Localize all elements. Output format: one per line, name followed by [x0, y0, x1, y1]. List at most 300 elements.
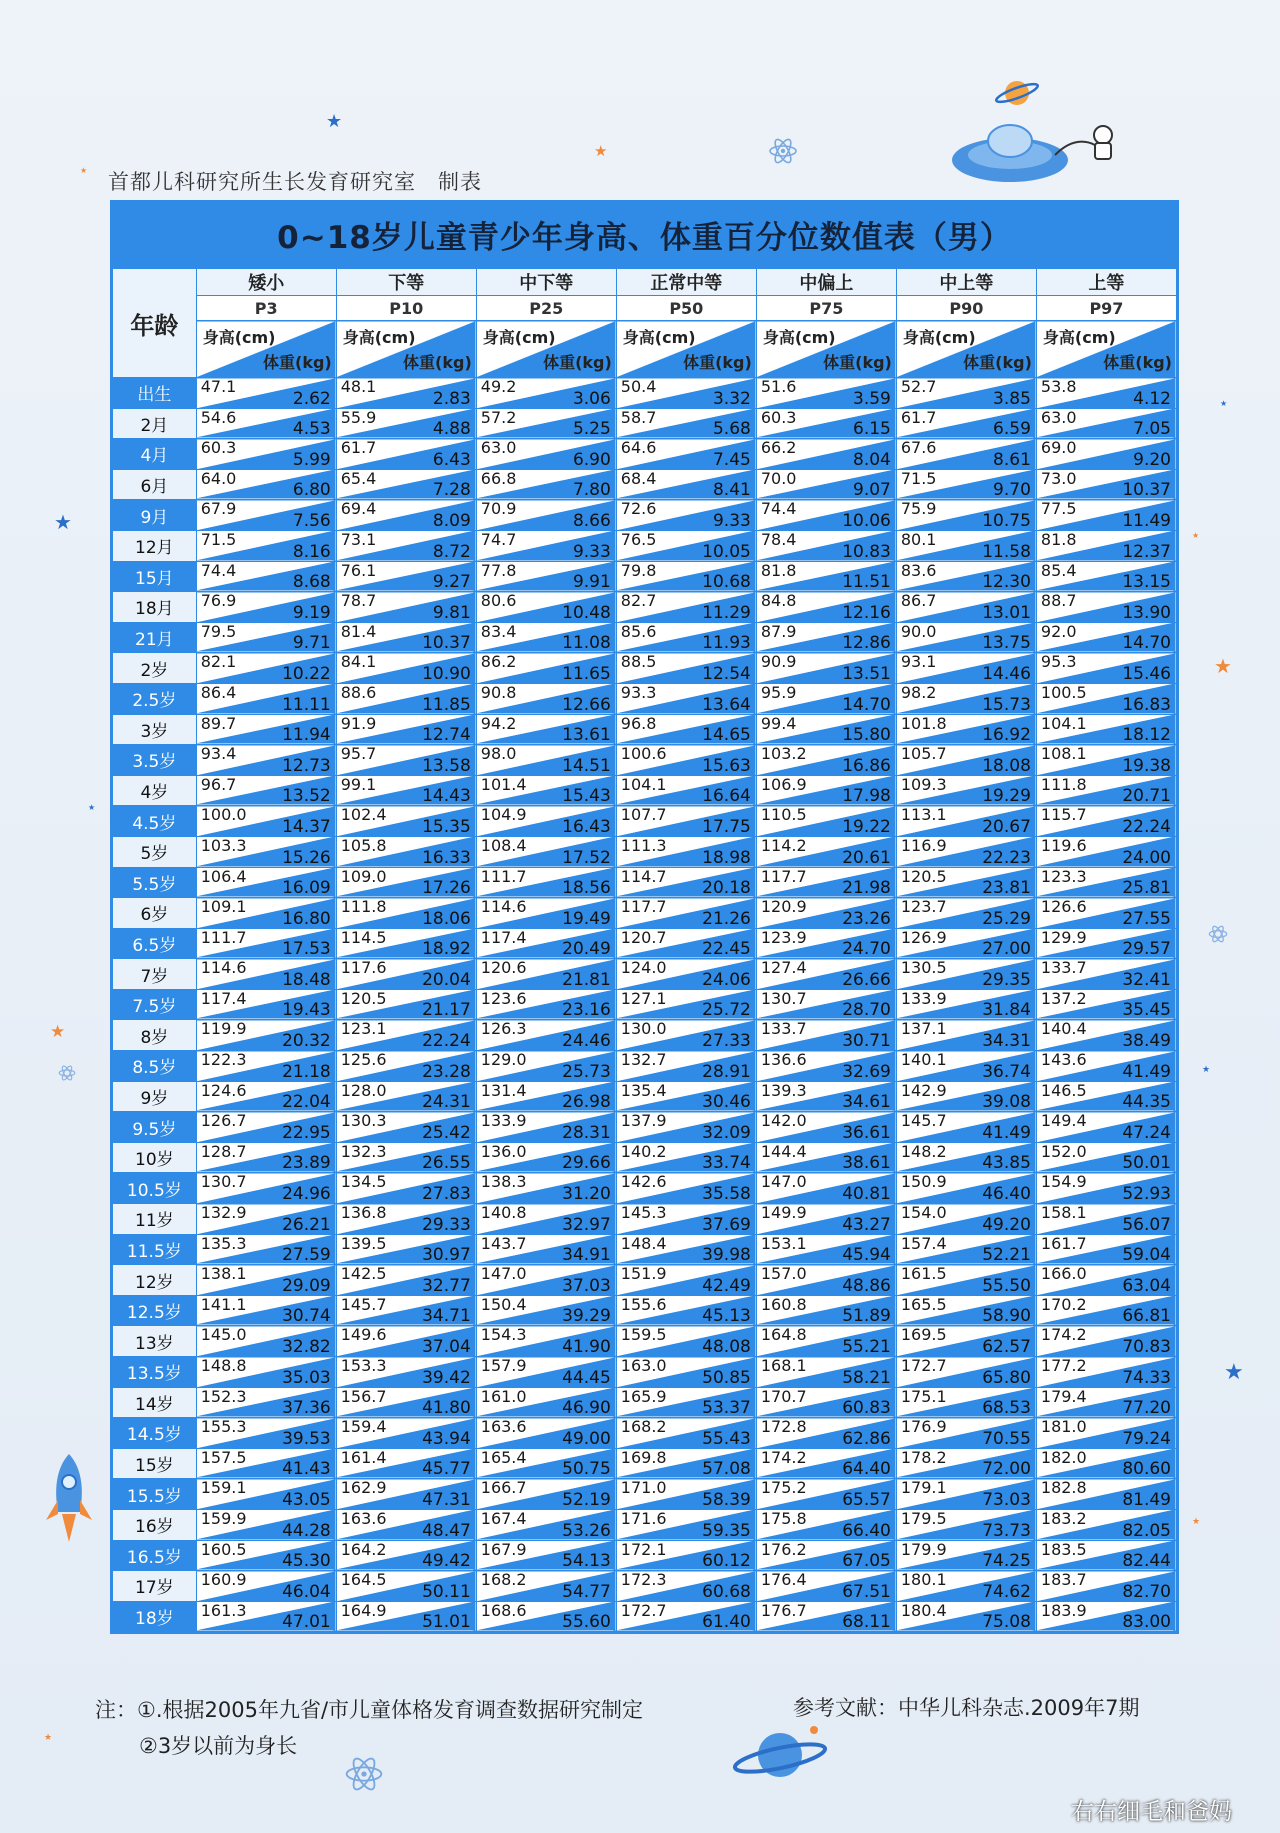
- data-cell: [1036, 1112, 1176, 1143]
- height-header-label: 身高(cm): [202, 328, 276, 347]
- height-value: 179.4: [1040, 1386, 1087, 1406]
- weight-value: 20.18: [702, 878, 751, 899]
- star-icon: ★: [80, 166, 88, 175]
- data-cell: [896, 1601, 1036, 1632]
- weight-value: 28.91: [702, 1061, 751, 1082]
- height-value: 132.7: [620, 1050, 667, 1070]
- weight-value: 18.08: [982, 755, 1031, 776]
- age-cell: 16岁: [113, 1509, 197, 1540]
- height-value: 139.3: [760, 1080, 807, 1100]
- weight-value: 27.33: [702, 1031, 751, 1052]
- data-cell: [756, 1387, 896, 1418]
- data-cell: [756, 1601, 896, 1632]
- data-cell: [1036, 989, 1176, 1020]
- height-value: 148.2: [900, 1141, 947, 1161]
- height-value: 114.2: [760, 835, 807, 855]
- height-value: 69.4: [340, 499, 377, 519]
- group-name-header: 正常中等: [616, 269, 756, 296]
- weight-value: 62.57: [982, 1337, 1031, 1357]
- group-name-header: 中下等: [476, 269, 616, 296]
- weight-value: 14.43: [422, 786, 471, 807]
- data-cell: [756, 1204, 896, 1235]
- height-value: 130.7: [200, 1172, 247, 1192]
- weight-value: 45.30: [282, 1551, 331, 1572]
- weight-value: 32.09: [702, 1122, 751, 1143]
- weight-value: 25.73: [562, 1061, 611, 1082]
- height-value: 160.5: [200, 1539, 247, 1559]
- height-value: 67.6: [900, 438, 937, 458]
- data-cell: [896, 898, 1036, 929]
- weight-value: 9.33: [712, 510, 751, 531]
- height-value: 149.6: [340, 1325, 387, 1345]
- height-value: 133.7: [760, 1019, 807, 1039]
- data-cell: [476, 1081, 616, 1112]
- height-value: 76.9: [200, 591, 237, 611]
- height-value: 105.7: [900, 744, 947, 764]
- age-cell: 10.5岁: [113, 1173, 197, 1204]
- data-cell: [336, 408, 476, 439]
- data-cell: [336, 1173, 476, 1204]
- data-cell: [336, 561, 476, 592]
- data-cell: [616, 1081, 756, 1112]
- height-value: 70.9: [480, 499, 517, 519]
- data-cell: [476, 1357, 616, 1388]
- height-value: 174.2: [1040, 1325, 1087, 1345]
- weight-value: 12.73: [282, 755, 331, 776]
- height-value: 117.7: [620, 897, 667, 917]
- weight-value: 46.90: [562, 1398, 611, 1419]
- data-cell: [896, 1357, 1036, 1388]
- height-value: 170.2: [1040, 1294, 1087, 1314]
- percentile-table-panel: [110, 200, 1179, 1634]
- height-value: 109.0: [340, 866, 387, 886]
- weight-value: 48.08: [702, 1337, 751, 1357]
- height-value: 174.2: [760, 1447, 807, 1467]
- table-row: [113, 1326, 1177, 1357]
- weight-value: 74.33: [1122, 1367, 1171, 1388]
- age-cell: 3.5岁: [113, 745, 197, 776]
- weight-value: 41.80: [422, 1398, 471, 1419]
- weight-value: 54.13: [562, 1551, 611, 1572]
- height-value: 137.1: [900, 1019, 947, 1039]
- height-value: 127.1: [620, 988, 667, 1008]
- data-cell: [476, 1571, 616, 1602]
- height-value: 176.2: [760, 1539, 807, 1559]
- height-value: 170.7: [760, 1386, 807, 1406]
- data-cell: [336, 898, 476, 929]
- weight-header-label: 体重(kg): [683, 353, 752, 372]
- data-cell: [336, 745, 476, 776]
- data-cell: [896, 1081, 1036, 1112]
- weight-value: 15.43: [562, 786, 611, 807]
- height-value: 144.4: [760, 1141, 807, 1161]
- height-value: 81.8: [760, 560, 797, 580]
- data-cell: [476, 561, 616, 592]
- weight-value: 34.61: [842, 1092, 891, 1113]
- weight-value: 47.01: [282, 1612, 331, 1633]
- data-cell: [196, 561, 336, 592]
- weight-value: 41.49: [982, 1122, 1031, 1143]
- height-value: 104.9: [480, 805, 527, 825]
- weight-header-label: 体重(kg): [963, 353, 1032, 372]
- data-cell: [336, 1357, 476, 1388]
- weight-value: 60.68: [702, 1581, 751, 1602]
- weight-value: 10.83: [842, 541, 891, 562]
- weight-value: 11.49: [1122, 510, 1171, 531]
- height-value: 114.6: [480, 897, 527, 917]
- data-cell: [616, 959, 756, 990]
- weight-value: 29.09: [282, 1275, 331, 1296]
- data-cell: [336, 530, 476, 561]
- height-value: 163.0: [620, 1356, 667, 1375]
- weight-value: 15.26: [282, 847, 331, 868]
- data-cell: [896, 959, 1036, 990]
- weight-value: 43.94: [422, 1428, 471, 1449]
- height-value: 117.4: [480, 927, 527, 947]
- data-cell: [196, 898, 336, 929]
- weight-value: 9.91: [572, 572, 611, 593]
- weight-value: 63.04: [1122, 1275, 1171, 1296]
- data-cell: [1036, 1571, 1176, 1602]
- height-value: 96.7: [200, 774, 237, 794]
- table-row: [113, 561, 1177, 592]
- height-value: 145.0: [200, 1325, 247, 1345]
- data-cell: [756, 806, 896, 837]
- height-value: 175.8: [760, 1508, 807, 1528]
- weight-value: 19.22: [842, 816, 891, 837]
- weight-value: 67.05: [842, 1551, 891, 1572]
- data-cell: [616, 592, 756, 623]
- weight-value: 14.65: [702, 725, 751, 746]
- data-cell: [196, 745, 336, 776]
- height-value: 78.7: [340, 591, 377, 611]
- weight-value: 37.69: [702, 1214, 751, 1235]
- weight-value: 55.50: [982, 1275, 1031, 1296]
- height-weight-header: [896, 321, 1036, 378]
- group-name-header: 中上等: [896, 269, 1036, 296]
- data-cell: [896, 1418, 1036, 1449]
- data-cell: [616, 836, 756, 867]
- weight-value: 36.61: [842, 1122, 891, 1143]
- height-value: 157.9: [480, 1356, 527, 1375]
- data-cell: [616, 1357, 756, 1388]
- height-value: 172.7: [620, 1600, 667, 1620]
- height-value: 103.3: [200, 835, 247, 855]
- weight-value: 16.09: [282, 878, 331, 899]
- height-value: 182.8: [1040, 1478, 1087, 1498]
- data-cell: [476, 928, 616, 959]
- weight-value: 70.83: [1122, 1337, 1171, 1357]
- data-cell: [896, 1571, 1036, 1602]
- weight-value: 25.72: [702, 1000, 751, 1021]
- data-cell: [616, 1051, 756, 1082]
- height-value: 172.3: [620, 1570, 667, 1590]
- star-icon: ★: [1214, 654, 1232, 678]
- weight-value: 81.49: [1122, 1489, 1171, 1510]
- data-cell: [616, 439, 756, 470]
- data-cell: [336, 1601, 476, 1632]
- height-value: 100.6: [620, 744, 667, 764]
- data-cell: [1036, 1295, 1176, 1326]
- weight-value: 21.81: [562, 969, 611, 990]
- height-value: 102.4: [340, 805, 387, 825]
- weight-value: 11.85: [422, 694, 471, 715]
- percentile-header: P25: [476, 296, 616, 321]
- data-cell: [336, 1265, 476, 1296]
- weight-value: 8.09: [432, 510, 471, 531]
- data-cell: [756, 1357, 896, 1388]
- height-value: 73.0: [1040, 468, 1077, 488]
- data-cell: [476, 469, 616, 500]
- data-cell: [1036, 1081, 1176, 1112]
- weight-value: 54.77: [562, 1581, 611, 1602]
- data-cell: [196, 1387, 336, 1418]
- height-value: 95.3: [1040, 652, 1077, 672]
- height-value: 77.8: [480, 560, 517, 580]
- height-value: 63.0: [480, 438, 517, 458]
- weight-value: 43.05: [282, 1489, 331, 1510]
- data-cell: [896, 989, 1036, 1020]
- data-cell: [196, 1204, 336, 1235]
- height-weight-header: [196, 321, 336, 378]
- table-row: [113, 806, 1177, 837]
- weight-value: 2.83: [432, 388, 471, 409]
- weight-value: 29.66: [562, 1153, 611, 1174]
- watermark: 右右细毛和爸妈: [1071, 1799, 1232, 1825]
- height-value: 122.3: [200, 1050, 247, 1070]
- height-value: 64.0: [200, 468, 237, 488]
- weight-header-label: 体重(kg): [403, 353, 472, 372]
- data-cell: [616, 1265, 756, 1296]
- data-cell: [1036, 1173, 1176, 1204]
- weight-value: 39.42: [422, 1367, 471, 1388]
- star-icon: ★: [1224, 1360, 1244, 1385]
- weight-value: 7.28: [432, 480, 471, 501]
- table-title: 0~18岁儿童青少年身高、体重百分位数值表（男）: [277, 219, 1012, 256]
- height-value: 115.7: [1040, 805, 1087, 825]
- weight-value: 5.25: [572, 419, 611, 440]
- height-value: 123.7: [900, 897, 947, 917]
- data-cell: [336, 1295, 476, 1326]
- height-value: 114.5: [340, 927, 387, 947]
- height-value: 77.5: [1040, 499, 1077, 519]
- weight-value: 27.00: [982, 939, 1031, 960]
- star-icon: ★: [1192, 531, 1200, 540]
- weight-value: 15.73: [982, 694, 1031, 715]
- height-value: 96.8: [620, 713, 657, 733]
- height-value: 79.5: [200, 621, 237, 641]
- data-cell: [476, 714, 616, 745]
- height-value: 119.9: [200, 1019, 247, 1039]
- height-value: 138.1: [200, 1264, 247, 1284]
- height-value: 85.6: [620, 621, 657, 641]
- data-cell: [196, 408, 336, 439]
- weight-value: 24.00: [1122, 847, 1171, 868]
- height-value: 71.5: [900, 468, 937, 488]
- age-cell: 10岁: [113, 1142, 197, 1173]
- weight-value: 82.05: [1122, 1520, 1171, 1541]
- weight-value: 34.91: [562, 1245, 611, 1266]
- height-header-label: 身高(cm): [622, 328, 696, 347]
- table-row: [113, 1081, 1177, 1112]
- height-value: 163.6: [480, 1417, 527, 1437]
- weight-value: 9.19: [292, 602, 331, 623]
- weight-value: 24.96: [282, 1184, 331, 1205]
- data-cell: [196, 1418, 336, 1449]
- data-cell: [756, 959, 896, 990]
- star-icon: ★: [44, 1733, 53, 1743]
- data-cell: [616, 622, 756, 653]
- atom-icon: [1208, 924, 1228, 944]
- data-cell: [476, 836, 616, 867]
- weight-value: 29.35: [982, 969, 1031, 990]
- data-cell: [756, 408, 896, 439]
- age-cell: 14岁: [113, 1387, 197, 1418]
- weight-value: 83.00: [1122, 1612, 1171, 1633]
- table-row: [113, 989, 1177, 1020]
- height-value: 81.4: [340, 621, 377, 641]
- age-cell: 7岁: [113, 959, 197, 990]
- weight-value: 68.11: [842, 1612, 891, 1633]
- data-cell: [1036, 775, 1176, 806]
- table-row: [113, 898, 1177, 929]
- weight-value: 5.68: [712, 419, 751, 440]
- weight-value: 26.98: [562, 1092, 611, 1113]
- data-cell: [476, 1601, 616, 1632]
- table-row: [113, 1234, 1177, 1265]
- data-cell: [336, 1418, 476, 1449]
- data-cell: [336, 806, 476, 837]
- height-value: 165.4: [480, 1447, 527, 1467]
- height-weight-header: [756, 321, 896, 378]
- height-value: 166.7: [480, 1478, 527, 1498]
- data-cell: [196, 1234, 336, 1265]
- data-cell: [756, 1173, 896, 1204]
- weight-value: 30.46: [702, 1092, 751, 1113]
- weight-value: 25.29: [982, 908, 1031, 929]
- height-value: 168.6: [480, 1600, 527, 1620]
- height-value: 171.0: [620, 1478, 667, 1498]
- age-cell: 8.5岁: [113, 1051, 197, 1082]
- weight-value: 44.35: [1122, 1092, 1171, 1113]
- height-value: 71.5: [200, 529, 237, 549]
- height-value: 104.1: [620, 774, 667, 794]
- weight-value: 73.73: [982, 1520, 1031, 1541]
- data-cell: [756, 1479, 896, 1510]
- height-value: 50.4: [620, 377, 657, 396]
- weight-value: 9.71: [292, 633, 331, 654]
- data-cell: [196, 683, 336, 714]
- height-value: 181.0: [1040, 1417, 1087, 1437]
- footnotes: [95, 1692, 643, 1764]
- height-value: 49.2: [480, 377, 517, 396]
- weight-value: 21.98: [842, 878, 891, 899]
- height-value: 154.3: [480, 1325, 527, 1345]
- data-cell: [756, 1051, 896, 1082]
- height-value: 79.8: [620, 560, 657, 580]
- weight-value: 13.61: [562, 725, 611, 746]
- age-cell: 8岁: [113, 1020, 197, 1051]
- height-value: 136.6: [760, 1050, 807, 1070]
- weight-value: 16.80: [282, 908, 331, 929]
- data-cell: [336, 653, 476, 684]
- data-cell: [896, 806, 1036, 837]
- weight-value: 13.52: [282, 786, 331, 807]
- data-cell: [896, 775, 1036, 806]
- data-cell: [336, 867, 476, 898]
- age-cell: 11岁: [113, 1204, 197, 1235]
- data-cell: [476, 1112, 616, 1143]
- data-cell: [896, 1234, 1036, 1265]
- age-cell: 12岁: [113, 1265, 197, 1296]
- table-row: [113, 928, 1177, 959]
- weight-value: 70.55: [982, 1428, 1031, 1449]
- data-cell: [196, 1326, 336, 1357]
- data-cell: [756, 1326, 896, 1357]
- weight-value: 7.56: [292, 510, 331, 531]
- atom-icon: [58, 1064, 76, 1082]
- weight-value: 47.31: [422, 1489, 471, 1510]
- height-value: 179.5: [900, 1508, 947, 1528]
- weight-value: 55.60: [562, 1612, 611, 1633]
- data-cell: [476, 500, 616, 531]
- weight-value: 6.59: [993, 419, 1031, 440]
- age-cell: 3岁: [113, 714, 197, 745]
- weight-value: 13.75: [982, 633, 1031, 654]
- data-cell: [1036, 959, 1176, 990]
- age-cell: 18岁: [113, 1601, 197, 1632]
- weight-value: 15.63: [702, 755, 751, 776]
- data-cell: [896, 836, 1036, 867]
- height-value: 88.6: [340, 682, 377, 702]
- data-cell: [1036, 683, 1176, 714]
- height-value: 176.7: [760, 1600, 807, 1620]
- weight-value: 33.74: [702, 1153, 751, 1174]
- height-value: 175.2: [760, 1478, 807, 1498]
- table-row: [113, 714, 1177, 745]
- data-cell: [1036, 561, 1176, 592]
- height-value: 177.2: [1040, 1356, 1087, 1375]
- weight-value: 32.82: [282, 1337, 331, 1357]
- weight-value: 17.75: [702, 816, 751, 837]
- weight-value: 27.55: [1122, 908, 1171, 929]
- weight-value: 41.49: [1122, 1061, 1171, 1082]
- data-cell: [896, 653, 1036, 684]
- height-value: 80.6: [480, 591, 517, 611]
- age-cell: 2月: [113, 408, 197, 439]
- height-value: 110.5: [760, 805, 807, 825]
- age-cell: 2.5岁: [113, 683, 197, 714]
- data-cell: [476, 898, 616, 929]
- height-value: 51.6: [760, 377, 797, 396]
- height-value: 133.7: [1040, 958, 1087, 978]
- height-value: 165.5: [900, 1294, 947, 1314]
- data-cell: [756, 898, 896, 929]
- weight-header-label: 体重(kg): [263, 353, 332, 372]
- weight-value: 80.60: [1122, 1459, 1171, 1480]
- weight-value: 32.97: [562, 1214, 611, 1235]
- data-cell: [1036, 1540, 1176, 1571]
- data-cell: [896, 408, 1036, 439]
- weight-value: 59.35: [702, 1520, 751, 1541]
- weight-value: 37.36: [282, 1398, 331, 1419]
- height-value: 88.5: [620, 652, 657, 672]
- table-row: [113, 500, 1177, 531]
- data-cell: [1036, 1142, 1176, 1173]
- height-value: 109.3: [900, 774, 947, 794]
- height-value: 93.1: [900, 652, 937, 672]
- weight-value: 20.67: [982, 816, 1031, 837]
